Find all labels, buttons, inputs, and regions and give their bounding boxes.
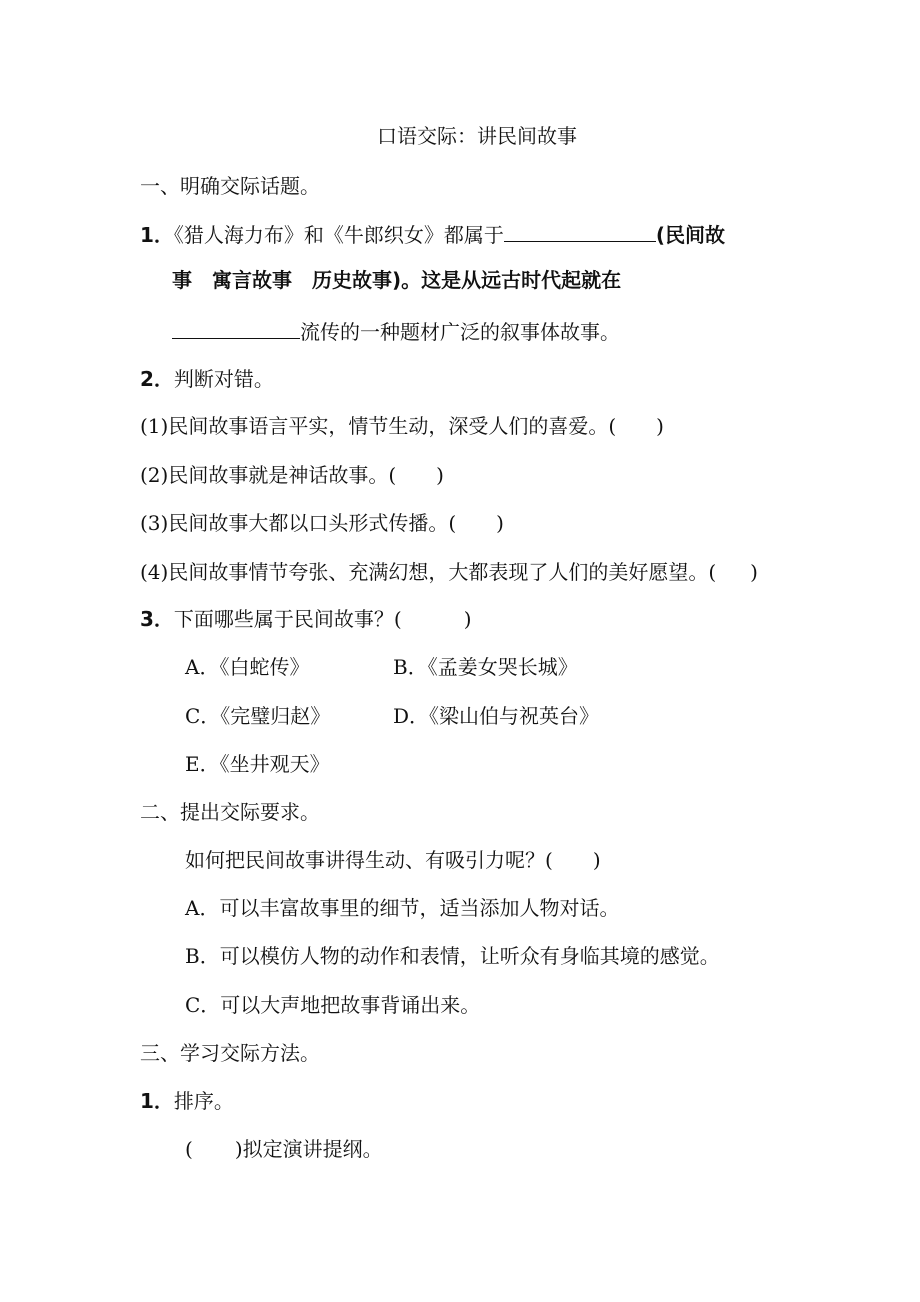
page-title: 口语交际：讲民间故事: [377, 124, 577, 148]
q2-label: 判断对错。: [173, 367, 274, 391]
section2-question-text: 如何把民间故事讲得生动、有吸引力呢？(: [185, 848, 553, 872]
q2-item-4-text: (4)民间故事情节夸张、充满幻想，大都表现了人们的美好愿望。(: [140, 560, 717, 584]
q3-option-c: C．《完璧归赵》: [185, 704, 331, 728]
q2-item-2-close: ): [436, 463, 444, 487]
q2-item-1-close: ): [656, 414, 664, 438]
q2-item-4: [140, 558, 758, 586]
q3-close: ): [463, 607, 472, 631]
section2-heading: 二、提出交际要求。: [140, 800, 320, 824]
section3-q1-label: 排序。: [173, 1089, 234, 1113]
q2-item-3: [140, 509, 504, 537]
section2-option-b: B．可以模仿人物的动作和表情，让听众有身临其境的感觉。: [185, 944, 720, 968]
q2-item-3-text: (3)民间故事大都以口头形式传播。(: [140, 511, 457, 535]
section1-heading: 一、明确交际话题。: [140, 174, 320, 198]
q1-number: 1．: [140, 223, 174, 247]
q3-option-b: B．《孟姜女哭长城》: [393, 655, 578, 679]
q1-line3: [172, 316, 620, 346]
q3-option-a: A．《白蛇传》: [185, 655, 310, 679]
q1-answer-blank-2[interactable]: [172, 316, 300, 339]
q2-item-2: [140, 461, 444, 489]
q2-item-3-close: ): [496, 511, 504, 535]
section3-q1-item: [185, 1135, 383, 1163]
q2-item-1: [140, 412, 664, 440]
q1-line3-text: 流传的一种题材广泛的叙事体故事。: [300, 320, 620, 344]
section2-option-a: A．可以丰富故事里的细节，适当添加人物对话。: [185, 896, 620, 920]
q1-line1: [140, 219, 725, 249]
q3-number: 3．: [140, 607, 174, 631]
section3-q1-label-line: [140, 1087, 234, 1115]
q2-item-1-text: (1)民间故事语言平实，情节生动，深受人们的喜爱。(: [140, 414, 617, 438]
section2-question: [185, 846, 601, 874]
section3-q1-open: (: [185, 1137, 193, 1161]
q2-label-line: [140, 365, 274, 393]
q3-option-e: E．《坐井观天》: [185, 752, 330, 776]
section2-close: ): [592, 848, 601, 872]
q1-line2: 事 寓言故事 历史故事)。这是从远古时代起就在: [172, 268, 622, 292]
q2-number: 2．: [140, 367, 174, 391]
section3-q1-number: 1．: [140, 1089, 174, 1113]
q1-text: 《猎人海力布》和《牛郎织女》都属于: [173, 223, 504, 247]
section2-option-c: C．可以大声地把故事背诵出来。: [185, 993, 481, 1017]
q2-item-4-close: ): [750, 560, 758, 584]
q2-item-2-text: (2)民间故事就是神话故事。(: [140, 463, 397, 487]
section3-q1-item-text: )拟定演讲提纲。: [234, 1137, 383, 1161]
q3-label-line: [140, 605, 472, 633]
q1-answer-blank-1[interactable]: [504, 219, 656, 242]
q1-choices-part1: (民间故: [655, 223, 726, 247]
section3-heading: 三、学习交际方法。: [140, 1041, 320, 1065]
q3-label: 下面哪些属于民间故事？(: [173, 607, 402, 631]
q3-option-d: D．《梁山伯与祝英台》: [393, 704, 600, 728]
